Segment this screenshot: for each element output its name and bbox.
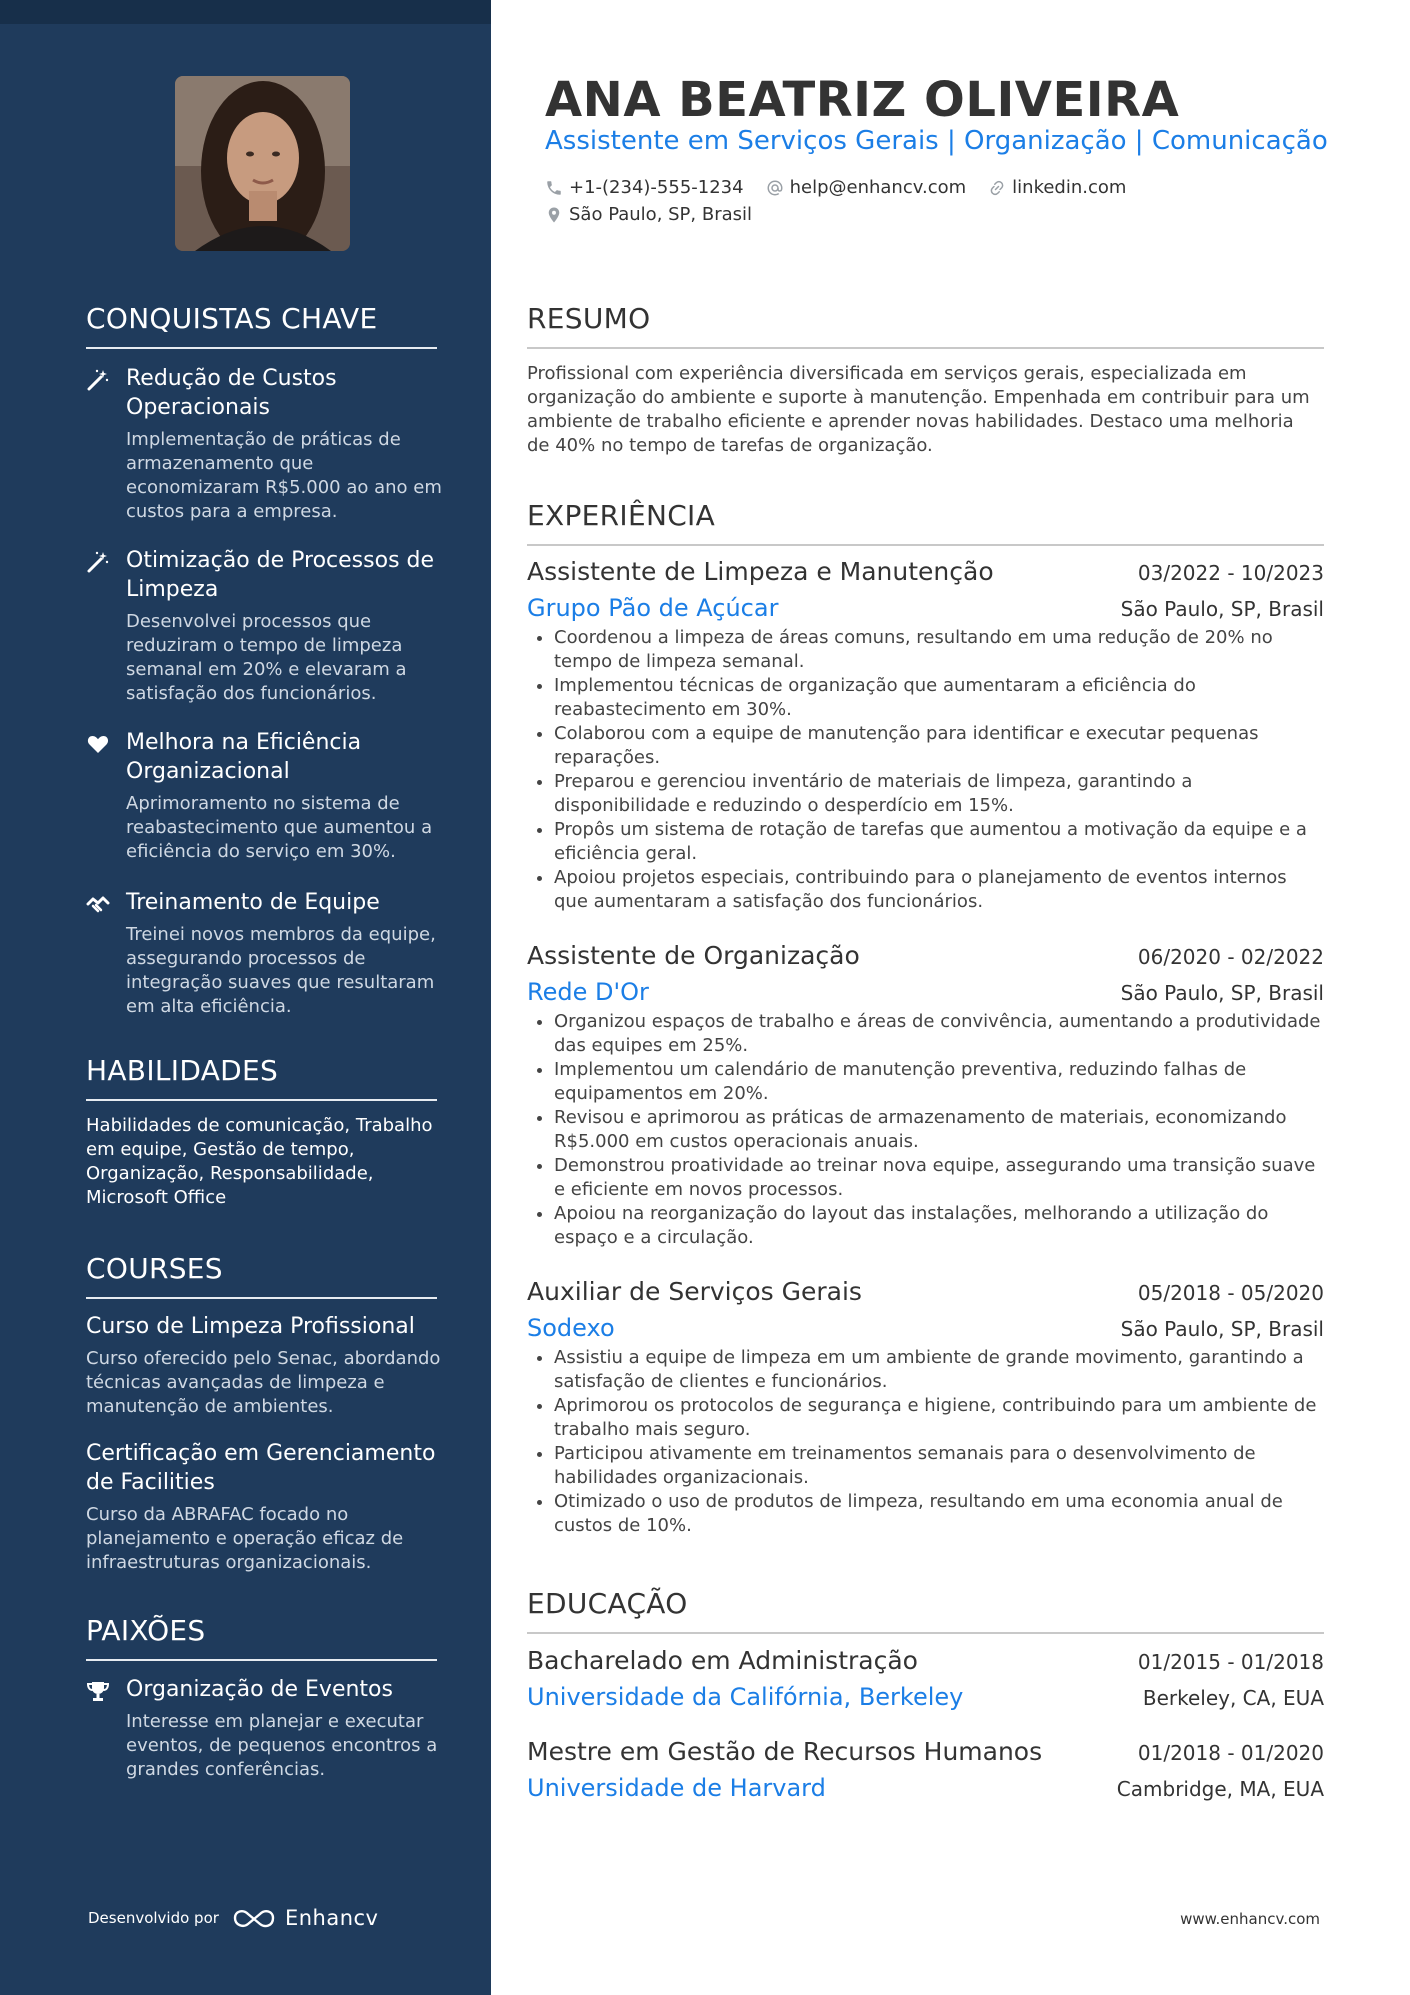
course-desc: Curso oferecido pelo Senac, abordando técnicas avançadas de limpeza e manutenção de ambientes. — [86, 1348, 441, 1417]
achievement-title: Redução de Custos Operacionais — [126, 366, 337, 420]
summary-text: Profissional com experiência diversificada em serviços gerais, especializada em organização do ambiente e suporte à manutenção. Empenhada em contribuir para um ambiente de trabalho eficiente e aprender novas habilidades. Destaco uma melhoria de 40% no tempo de tarefas de organização. — [527, 363, 1310, 456]
achievement-desc: Implementação de práticas de armazenamento que economizaram R$5.000 ao ano em custos para a empresa. — [126, 429, 442, 522]
contact-phone — [545, 177, 744, 198]
job-bullet: • Aprimorou os protocolos de segurança e higiene, contribuindo para um ambiente de trabalho mais seguro. — [554, 1394, 1324, 1442]
job-entry — [527, 1277, 1324, 1538]
sidebar — [0, 0, 491, 1995]
passion-item — [86, 1675, 446, 1782]
powered-by — [88, 1905, 378, 1931]
sidebar-top-strip — [0, 0, 491, 24]
job-bullet: • Otimizado o uso de produtos de limpeza, resultando em uma economia anual de custos de 10%. — [554, 1490, 1324, 1538]
job-bullet: • Colaborou com a equipe de manutenção para identificar e executar pequenas reparações. — [554, 722, 1324, 770]
candidate-subtitle: Assistente em Serviços Gerais | Organização | Comunicação — [545, 126, 1328, 156]
passions-heading: PAIXÕES — [86, 1614, 437, 1661]
phone-text: +1-(234)-555-1234 — [569, 177, 744, 198]
education-heading: EDUCAÇÃO — [527, 1587, 1324, 1634]
achievement-title: Treinamento de Equipe — [126, 890, 380, 915]
contact-email[interactable] — [766, 177, 967, 198]
magic-wand-icon — [86, 550, 110, 574]
education-entry — [527, 1737, 1324, 1802]
course-title: Curso de Limpeza Profissional — [86, 1314, 415, 1339]
achievement-item — [86, 728, 446, 864]
job-bullet: • Apoiou projetos especiais, contribuindo para o planejamento de eventos internos que aumentaram a satisfação dos funcionários. — [554, 866, 1324, 914]
education-degree: Bacharelado em Administração — [527, 1646, 918, 1675]
job-dates: 03/2022 - 10/2023 — [1137, 561, 1324, 585]
passion-title: Organização de Eventos — [126, 1677, 393, 1702]
at-icon — [766, 179, 784, 197]
job-entry — [527, 941, 1324, 1250]
education-school: Universidade da Califórnia, Berkeley — [527, 1683, 964, 1711]
courses-heading: COURSES — [86, 1252, 437, 1299]
phone-icon — [545, 179, 563, 197]
job-location: São Paulo, SP, Brasil — [1120, 597, 1324, 621]
magic-wand-icon — [86, 368, 110, 392]
job-company: Sodexo — [527, 1314, 615, 1342]
education-degree: Mestre em Gestão de Recursos Humanos — [527, 1737, 1043, 1766]
education-entry — [527, 1646, 1324, 1711]
job-company: Rede D'Or — [527, 978, 649, 1006]
course-desc: Curso da ABRAFAC focado no planejamento e operação eficaz de infraestruturas organizacionais. — [86, 1504, 404, 1573]
job-role: Assistente de Limpeza e Manutenção — [527, 557, 994, 586]
job-dates: 06/2020 - 02/2022 — [1137, 945, 1324, 969]
achievement-desc: Aprimoramento no sistema de reabastecimento que aumentou a eficiência do serviço em 30%. — [126, 793, 433, 862]
achievement-item — [86, 364, 446, 524]
course-title: Certificação em Gerenciamento de Facilities — [86, 1441, 436, 1495]
candidate-name: ANA BEATRIZ OLIVEIRA — [545, 72, 1180, 128]
enhancv-brand: Enhancv — [284, 1906, 379, 1930]
contact-linkedin[interactable] — [988, 177, 1126, 198]
achievement-desc: Treinei novos membros da equipe, assegurando processos de integração suaves que resultaram em alta eficiência. — [126, 924, 436, 1017]
achievement-item — [86, 546, 446, 706]
skills-heading: HABILIDADES — [86, 1054, 437, 1101]
achievements-heading: CONQUISTAS CHAVE — [86, 302, 437, 349]
enhancv-logo-icon — [231, 1905, 277, 1931]
footer-url[interactable]: www.enhancv.com — [1180, 1910, 1320, 1928]
job-bullet: • Participou ativamente em treinamentos semanais para o desenvolvimento de habilidades organizacionais. — [554, 1442, 1324, 1490]
job-location: São Paulo, SP, Brasil — [1120, 1317, 1324, 1341]
job-bullet: • Revisou e aprimorou as práticas de armazenamento de materiais, economizando R$5.000 em custos operacionais anuais. — [554, 1106, 1324, 1154]
email-text[interactable]: help@enhancv.com — [789, 177, 967, 198]
experience-heading: EXPERIÊNCIA — [527, 499, 1324, 546]
course-item — [86, 1439, 446, 1575]
achievement-desc: Desenvolvei processos que reduziram o tempo de limpeza semanal em 20% e elevaram a satisfação dos funcionários. — [126, 611, 407, 704]
powered-by-label: Desenvolvido por — [88, 1909, 219, 1927]
contact-location — [545, 204, 752, 225]
job-bullet: • Implementou um calendário de manutenção preventiva, reduzindo falhas de equipamentos em 20%. — [554, 1058, 1324, 1106]
passion-desc: Interesse em planejar e executar eventos, de pequenos encontros a grandes conferências. — [126, 1711, 438, 1780]
trophy-icon — [86, 1679, 110, 1703]
contact-row-2 — [545, 204, 774, 225]
location-pin-icon — [545, 206, 563, 224]
education-location: Berkeley, CA, EUA — [1142, 1686, 1324, 1710]
job-bullet: • Apoiou na reorganização do layout das instalações, melhorando a utilização do espaço e a circulação. — [554, 1202, 1324, 1250]
skills-text: Habilidades de comunicação, Trabalho em equipe, Gestão de tempo, Organização, Responsabilidade, Microsoft Office — [86, 1115, 433, 1208]
education-location: Cambridge, MA, EUA — [1116, 1777, 1324, 1801]
job-dates: 05/2018 - 05/2020 — [1137, 1281, 1324, 1305]
job-bullet: • Preparou e gerenciou inventário de materiais de limpeza, garantindo a disponibilidade e reduzindo o desperdício em 15%. — [554, 770, 1324, 818]
job-company: Grupo Pão de Açúcar — [527, 594, 779, 622]
location-text: São Paulo, SP, Brasil — [569, 204, 753, 225]
job-bullets — [527, 1010, 1324, 1250]
contact-row — [545, 177, 1148, 198]
job-role: Assistente de Organização — [527, 941, 860, 970]
job-bullet: • Demonstrou proatividade ao treinar nova equipe, assegurando uma transição suave e eficiente em novos processos. — [554, 1154, 1324, 1202]
job-bullet: • Assistiu a equipe de limpeza em um ambiente de grande movimento, garantindo a satisfação de clientes e funcionários. — [554, 1346, 1324, 1394]
job-role: Auxiliar de Serviços Gerais — [527, 1277, 862, 1306]
course-item — [86, 1312, 446, 1419]
job-bullets — [527, 1346, 1324, 1538]
job-location: São Paulo, SP, Brasil — [1120, 981, 1324, 1005]
achievement-item — [86, 888, 446, 1019]
achievement-title: Otimização de Processos de Limpeza — [126, 548, 435, 602]
profile-photo — [175, 76, 350, 251]
handshake-icon — [86, 892, 110, 916]
heart-icon — [86, 732, 110, 756]
linkedin-text[interactable]: linkedin.com — [1012, 177, 1127, 198]
education-school: Universidade de Harvard — [527, 1774, 826, 1802]
job-bullets — [527, 626, 1324, 914]
job-bullet: • Implementou técnicas de organização que aumentaram a eficiência do reabastecimento em 30%. — [554, 674, 1324, 722]
link-icon — [988, 179, 1006, 197]
summary-heading: RESUMO — [527, 302, 1324, 349]
education-dates: 01/2015 - 01/2018 — [1137, 1650, 1324, 1674]
achievement-title: Melhora na Eficiência Organizacional — [126, 730, 362, 784]
job-bullet: • Propôs um sistema de rotação de tarefas que aumentou a motivação da equipe e a eficiência geral. — [554, 818, 1324, 866]
job-entry — [527, 557, 1324, 914]
job-bullet: • Coordenou a limpeza de áreas comuns, resultando em uma redução de 20% no tempo de limpeza semanal. — [554, 626, 1324, 674]
education-dates: 01/2018 - 01/2020 — [1137, 1741, 1324, 1765]
job-bullet: • Organizou espaços de trabalho e áreas de convivência, aumentando a produtividade das equipes em 25%. — [554, 1010, 1324, 1058]
